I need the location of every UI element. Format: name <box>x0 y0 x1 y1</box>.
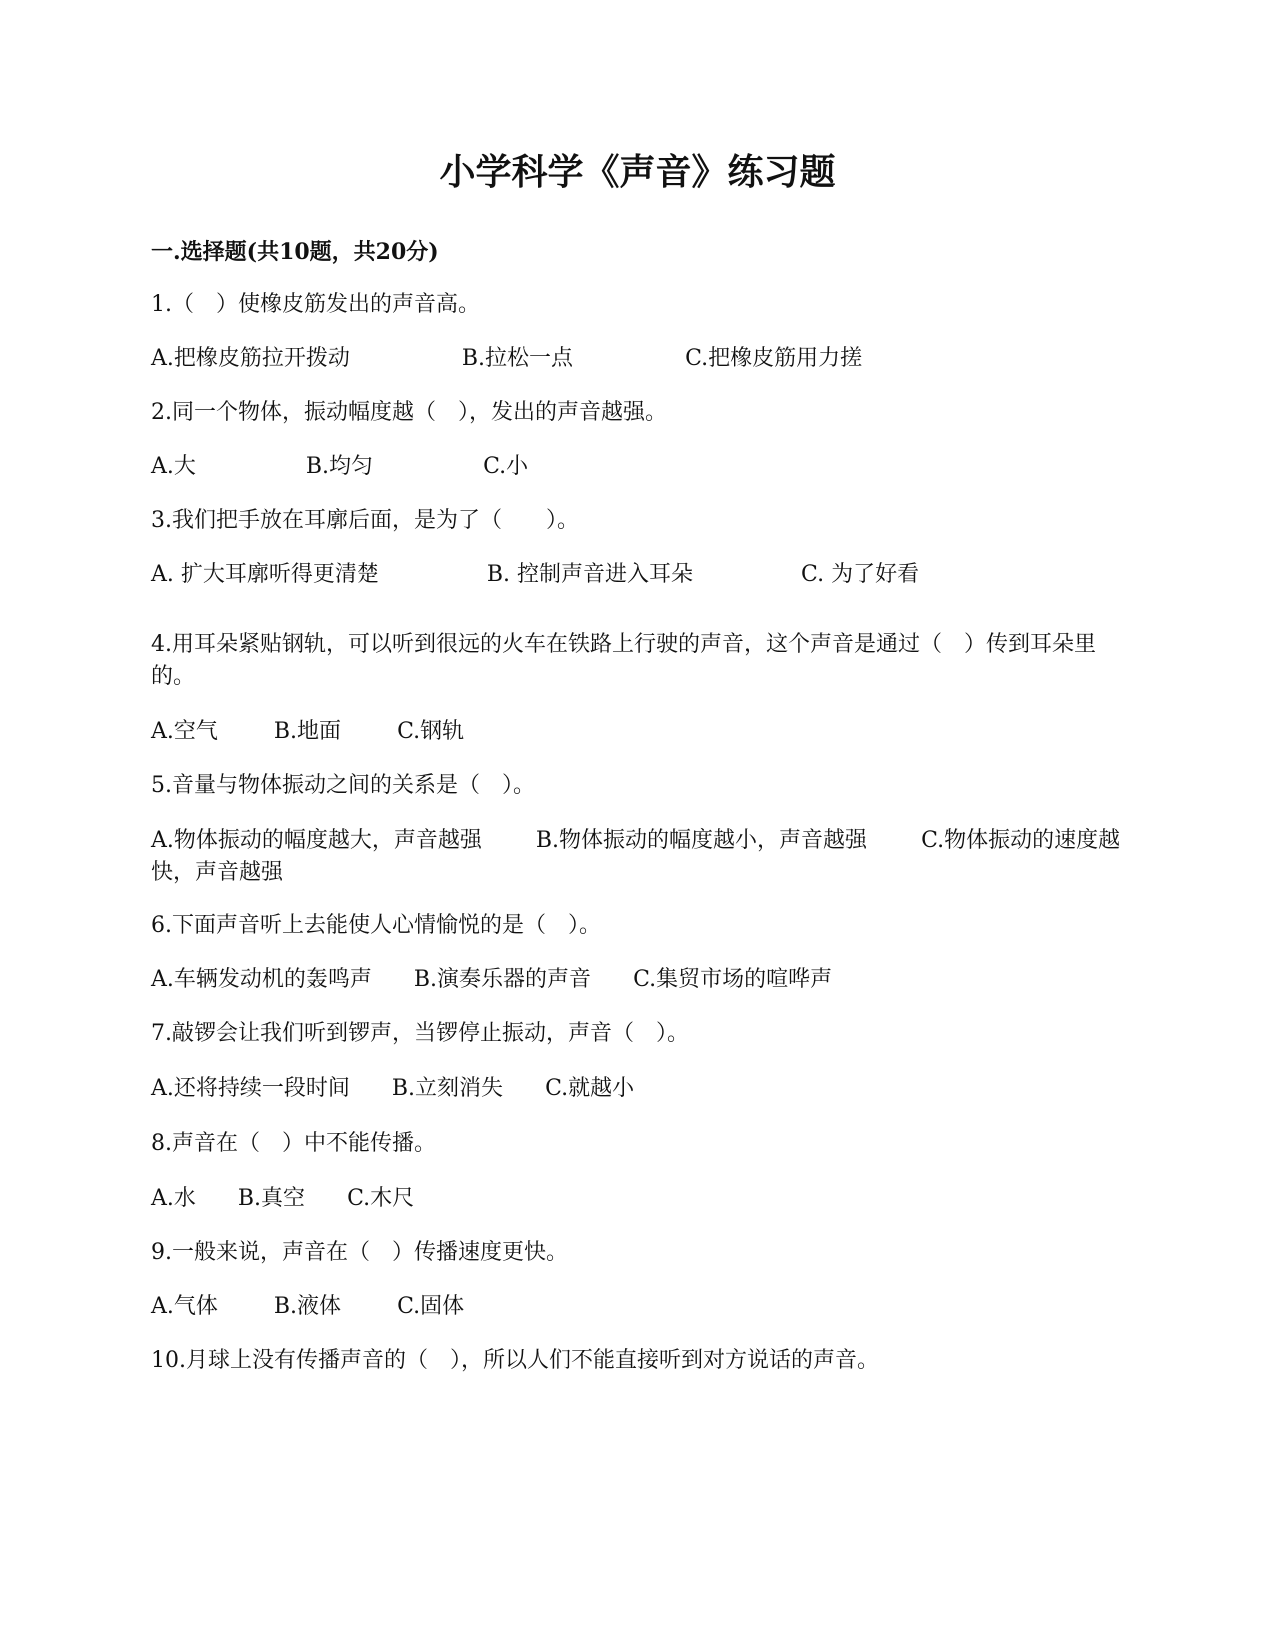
question-5-stem: 5.音量与物体振动之间的关系是（ ）。 <box>151 773 535 798</box>
question-8-options <box>151 1183 414 1215</box>
option-b: B.演奏乐器的声音 <box>413 967 592 992</box>
option-c: C.固体 <box>397 1294 465 1319</box>
option-c: C.就越小 <box>545 1076 635 1101</box>
question-9-stem: 9.一般来说，声音在（ ）传播速度更快。 <box>151 1240 568 1265</box>
option-a: A. 扩大耳廓听得更清楚 <box>151 562 379 587</box>
option-c: C.把橡皮筋用力搓 <box>685 346 863 371</box>
question-3-stem: 3.我们把手放在耳廓后面，是为了（ ）。 <box>151 508 579 533</box>
option-b: B.液体 <box>273 1294 342 1319</box>
question-3-options <box>151 559 919 591</box>
option-c: C.物体振动的速度越快，声音越强 <box>151 828 1121 885</box>
question-4-stem: 4.用耳朵紧贴钢轨，可以听到很远的火车在铁路上行驶的声音，这个声音是通过（ ）传到耳朵里的。 <box>151 632 1096 689</box>
option-a: A.物体振动的幅度越大，声音越强 <box>151 828 482 853</box>
question-6-stem: 6.下面声音听上去能使人心情愉悦的是（ ）。 <box>151 913 601 938</box>
document-title: 小学科学《声音》练习题 <box>439 151 836 193</box>
option-c: C. 为了好看 <box>801 562 920 587</box>
question-6-options <box>151 964 832 996</box>
option-c: C.小 <box>483 454 529 479</box>
option-a: A.还将持续一段时间 <box>151 1076 350 1101</box>
option-b: B.物体振动的幅度越小，声音越强 <box>535 828 868 853</box>
question-10-stem: 10.月球上没有传播声音的（ ），所以人们不能直接听到对方说话的声音。 <box>151 1348 879 1373</box>
option-a: A.空气 <box>151 719 218 744</box>
option-b: B.立刻消失 <box>391 1076 504 1101</box>
option-a: A.车辆发动机的轰鸣声 <box>151 967 372 992</box>
option-c: C.木尺 <box>347 1186 415 1211</box>
option-c: C.钢轨 <box>397 719 465 744</box>
option-a: A.气体 <box>151 1294 218 1319</box>
section-heading: 一.选择题(共10题，共20分) <box>151 239 439 265</box>
question-4-options <box>151 716 464 748</box>
option-b: B.地面 <box>273 719 342 744</box>
option-c: C.集贸市场的喧哗声 <box>633 967 833 992</box>
question-2-stem: 2.同一个物体，振动幅度越（ ），发出的声音越强。 <box>151 400 667 425</box>
question-7-stem: 7.敲锣会让我们听到锣声，当锣停止振动，声音（ ）。 <box>151 1021 689 1046</box>
question-2-options <box>151 451 528 483</box>
option-b: B.均匀 <box>305 454 374 479</box>
option-b: B.拉松一点 <box>461 346 574 371</box>
option-a: A.大 <box>151 454 196 479</box>
question-9-options <box>151 1291 464 1323</box>
question-1-stem: 1.（ ）使橡皮筋发出的声音高。 <box>151 292 480 317</box>
question-5-options <box>151 825 1121 889</box>
option-b: B. 控制声音进入耳朵 <box>486 562 694 587</box>
question-1-options <box>151 343 862 375</box>
option-a: A.把橡皮筋拉开拨动 <box>151 346 350 371</box>
question-7-options <box>151 1073 634 1105</box>
option-a: A.水 <box>151 1186 196 1211</box>
option-b: B.真空 <box>237 1186 306 1211</box>
question-8-stem: 8.声音在（ ）中不能传播。 <box>151 1131 436 1156</box>
